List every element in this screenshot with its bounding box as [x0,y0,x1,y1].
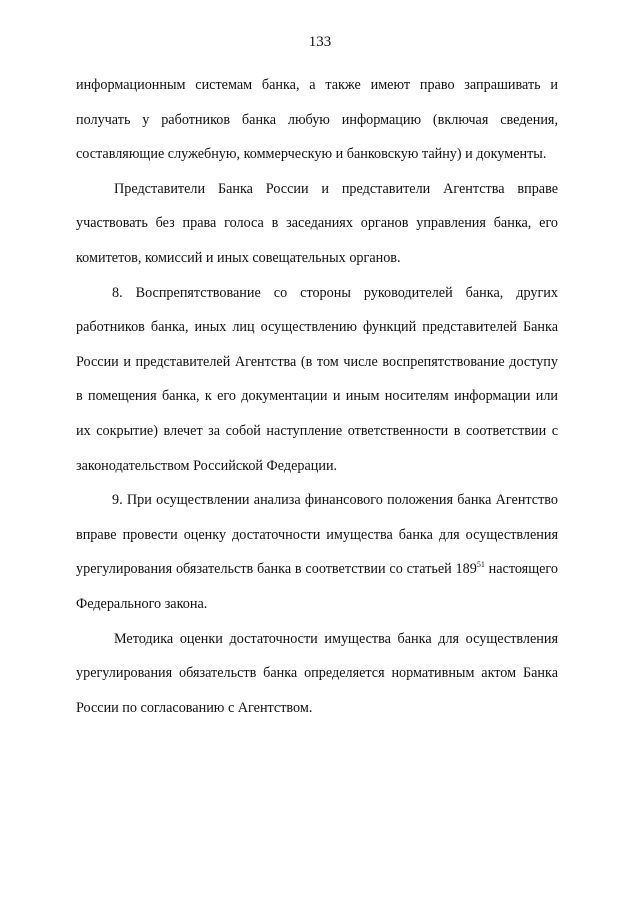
paragraph-item-9-analysis [76,483,558,621]
page-number: 133 [308,34,332,50]
article-superscript: 51 [476,560,485,570]
paragraph-item-8-obstruction: 8. Воспрепятствование со стороны руководителей банка, других работников банка, иных лиц осуществлению функций представителей Банка России и представителей Агентства (в том числе воспрепятствование доступу в помещения банка, к его документации и иным носителям информации или их сокрытие) влечет за собой наступление ответственности в соответствии с законодательством Российской Федерации. [76,284,558,474]
paragraph-access-continuation: информационным системам банка, а также имеют право запрашивать и получать у работников банка любую информацию (включая сведения, составляющие служебную, коммерческую и банковскую тайну) и документы. [76,77,558,163]
paragraph-methodology: Методика оценки достаточности имущества банка для осуществления урегулирования обязательств банка определяется нормативным актом Банка России по согласованию с Агентством. [76,630,558,716]
document-body [76,68,558,725]
paragraph-representatives-participation: Представители Банка России и представители Агентства вправе участвовать без права голоса в заседаниях органов управления банка, его комитетов, комиссий и иных совещательных органов. [76,180,558,266]
item-9-text-end: настоящего Федерального закона. [76,561,558,612]
item-9-text: 9. При осуществлении анализа финансового положения банка Агентство вправе провести оценку достаточности имущества банка для осуществления урегулирования обязательств банка в соответствии со статьей 189 [76,492,558,578]
